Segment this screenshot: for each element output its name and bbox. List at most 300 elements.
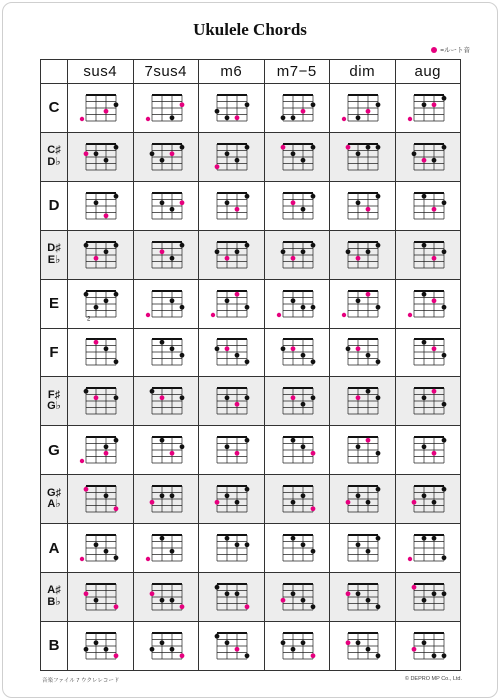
- finger-dot: [300, 158, 305, 163]
- chord-diagram: [79, 189, 121, 223]
- chord-row: [41, 84, 461, 133]
- finger-dot: [356, 298, 361, 303]
- finger-dot: [245, 487, 250, 492]
- chord-diagram: [145, 238, 187, 272]
- chord-cell: [68, 84, 134, 133]
- row-note: G: [48, 441, 60, 459]
- root-finger-dot: [149, 591, 154, 596]
- chord-cell: [68, 132, 134, 181]
- chord-cell: [264, 181, 330, 230]
- chord-cell: [68, 426, 134, 475]
- finger-dot: [346, 249, 351, 254]
- finger-dot: [356, 445, 361, 450]
- finger-dot: [421, 291, 426, 296]
- root-finger-dot: [245, 604, 250, 609]
- finger-dot: [441, 145, 446, 150]
- chord-cell: [264, 279, 330, 328]
- finger-dot: [245, 653, 250, 658]
- finger-dot: [346, 347, 351, 352]
- finger-dot: [310, 360, 315, 365]
- finger-dot: [94, 151, 99, 156]
- finger-dot: [366, 249, 371, 254]
- chord-diagram: [79, 482, 121, 516]
- chord-diagram: [407, 91, 449, 125]
- row-note-sharp: F♯: [47, 388, 61, 401]
- finger-dot: [114, 243, 119, 248]
- finger-dot: [245, 304, 250, 309]
- finger-dot: [114, 145, 119, 150]
- finger-dot: [225, 200, 230, 205]
- chord-row: [41, 621, 461, 670]
- finger-dot: [421, 598, 426, 603]
- finger-dot: [215, 347, 220, 352]
- finger-dot: [84, 647, 89, 652]
- finger-dot: [84, 291, 89, 296]
- finger-dot: [441, 402, 446, 407]
- root-finger-dot: [280, 145, 285, 150]
- root-finger-dot: [421, 158, 426, 163]
- root-finger-dot: [290, 256, 295, 261]
- chord-diagram: [79, 335, 121, 369]
- finger-dot: [159, 598, 164, 603]
- open-root-dot: [342, 312, 346, 316]
- chord-diagram: [276, 531, 318, 565]
- finger-dot: [290, 536, 295, 541]
- chord-cell: [395, 132, 461, 181]
- chord-cell: [330, 621, 396, 670]
- chord-diagram: [341, 433, 383, 467]
- root-finger-dot: [114, 653, 119, 658]
- chord-diagram: [276, 580, 318, 614]
- chord-cell: [330, 181, 396, 230]
- finger-dot: [290, 151, 295, 156]
- finger-dot: [366, 647, 371, 652]
- finger-dot: [376, 451, 381, 456]
- row-note-sharp: C♯: [47, 144, 61, 157]
- chord-diagram: [407, 580, 449, 614]
- finger-dot: [215, 249, 220, 254]
- finger-dot: [245, 396, 250, 401]
- finger-dot: [421, 640, 426, 645]
- root-finger-dot: [431, 256, 436, 261]
- finger-dot: [225, 445, 230, 450]
- chord-cell: [68, 621, 134, 670]
- row-header: [41, 181, 68, 230]
- chord-cell: [330, 426, 396, 475]
- finger-dot: [245, 102, 250, 107]
- finger-dot: [169, 207, 174, 212]
- finger-dot: [159, 340, 164, 345]
- finger-dot: [421, 445, 426, 450]
- chord-diagram: [341, 384, 383, 418]
- row-header: [41, 230, 68, 279]
- row-header: [41, 132, 68, 181]
- finger-dot: [84, 243, 89, 248]
- chord-cell: [199, 279, 265, 328]
- finger-dot: [376, 145, 381, 150]
- chord-cell: [264, 230, 330, 279]
- finger-dot: [356, 115, 361, 120]
- chord-diagram: [407, 384, 449, 418]
- chord-cell: [330, 84, 396, 133]
- finger-dot: [290, 647, 295, 652]
- finger-dot: [114, 360, 119, 365]
- chord-diagram: [276, 629, 318, 663]
- chord-cell: [264, 524, 330, 573]
- chord-row: [41, 377, 461, 426]
- finger-dot: [290, 500, 295, 505]
- root-finger-dot: [235, 291, 240, 296]
- chord-diagram: [407, 238, 449, 272]
- finger-dot: [300, 207, 305, 212]
- finger-dot: [421, 340, 426, 345]
- finger-dot: [421, 396, 426, 401]
- chord-diagram: [210, 335, 252, 369]
- chord-diagram: [407, 189, 449, 223]
- root-finger-dot: [159, 396, 164, 401]
- finger-dot: [225, 536, 230, 541]
- finger-dot: [356, 494, 361, 499]
- finger-dot: [169, 256, 174, 261]
- finger-dot: [245, 194, 250, 199]
- finger-dot: [376, 243, 381, 248]
- chord-diagram: [276, 384, 318, 418]
- root-finger-dot: [366, 207, 371, 212]
- finger-dot: [441, 249, 446, 254]
- chord-cell: [68, 524, 134, 573]
- chord-cell: [264, 573, 330, 622]
- chord-cell: [330, 524, 396, 573]
- root-finger-dot: [431, 102, 436, 107]
- chord-diagram: [210, 531, 252, 565]
- finger-dot: [421, 102, 426, 107]
- root-finger-dot: [346, 500, 351, 505]
- finger-dot: [159, 536, 164, 541]
- finger-dot: [300, 353, 305, 358]
- finger-dot: [235, 353, 240, 358]
- finger-dot: [366, 500, 371, 505]
- root-finger-dot: [346, 591, 351, 596]
- row-header: [41, 475, 68, 524]
- chord-cell: [395, 279, 461, 328]
- chord-cell: [133, 181, 199, 230]
- finger-dot: [235, 500, 240, 505]
- finger-dot: [300, 304, 305, 309]
- chord-cell: [133, 377, 199, 426]
- root-finger-dot: [179, 102, 184, 107]
- finger-dot: [411, 151, 416, 156]
- chord-row: [41, 475, 461, 524]
- finger-dot: [159, 494, 164, 499]
- chord-diagram: [276, 482, 318, 516]
- chord-diagram: [210, 384, 252, 418]
- root-finger-dot: [366, 438, 371, 443]
- finger-dot: [300, 542, 305, 547]
- chord-cell: [264, 328, 330, 377]
- finger-dot: [366, 598, 371, 603]
- open-root-dot: [211, 312, 215, 316]
- finger-dot: [441, 555, 446, 560]
- finger-dot: [366, 549, 371, 554]
- row-note-sharp: G♯: [46, 486, 62, 499]
- chord-cell: [133, 279, 199, 328]
- finger-dot: [94, 304, 99, 309]
- root-finger-dot: [94, 396, 99, 401]
- finger-dot: [179, 396, 184, 401]
- chord-diagram: [145, 189, 187, 223]
- chord-cell: [133, 84, 199, 133]
- root-finger-dot: [235, 115, 240, 120]
- chord-row: [41, 573, 461, 622]
- chord-cell: [264, 132, 330, 181]
- chord-cell: [68, 181, 134, 230]
- chord-diagram: [407, 335, 449, 369]
- finger-dot: [366, 145, 371, 150]
- chord-diagram: [79, 238, 121, 272]
- finger-dot: [300, 640, 305, 645]
- root-finger-dot: [114, 507, 119, 512]
- finger-dot: [245, 438, 250, 443]
- chord-cell: [395, 181, 461, 230]
- legend-label: =ルート音: [440, 47, 470, 54]
- finger-dot: [215, 109, 220, 114]
- chord-cell: [330, 328, 396, 377]
- finger-dot: [114, 396, 119, 401]
- root-dot-icon: [431, 47, 437, 53]
- chord-diagram: [341, 482, 383, 516]
- footer-copyright: © DEPRO MP Co., Ltd.: [404, 676, 462, 682]
- root-finger-dot: [215, 500, 220, 505]
- root-finger-dot: [114, 604, 119, 609]
- finger-dot: [280, 115, 285, 120]
- chord-diagram: [210, 238, 252, 272]
- finger-dot: [225, 494, 230, 499]
- chord-cell: [199, 621, 265, 670]
- finger-dot: [159, 158, 164, 163]
- column-header: sus4: [68, 60, 134, 84]
- root-finger-dot: [179, 604, 184, 609]
- root-finger-dot: [310, 451, 315, 456]
- root-finger-dot: [84, 151, 89, 156]
- chord-diagram: [210, 433, 252, 467]
- root-finger-dot: [310, 507, 315, 512]
- chord-diagram: [276, 287, 318, 321]
- open-root-dot: [80, 557, 84, 561]
- finger-dot: [366, 389, 371, 394]
- chord-cell: [68, 279, 134, 328]
- chord-diagram: [210, 91, 252, 125]
- chord-row: [41, 524, 461, 573]
- finger-dot: [104, 549, 109, 554]
- finger-dot: [310, 396, 315, 401]
- chord-diagram: [79, 287, 121, 321]
- root-finger-dot: [356, 396, 361, 401]
- chord-cell: [199, 230, 265, 279]
- chord-cell: [330, 475, 396, 524]
- chord-cell: [395, 230, 461, 279]
- finger-dot: [114, 194, 119, 199]
- finger-dot: [114, 555, 119, 560]
- row-note: F: [49, 343, 59, 361]
- chord-cell: [330, 132, 396, 181]
- open-root-dot: [408, 557, 412, 561]
- finger-dot: [441, 591, 446, 596]
- chord-diagram: [341, 629, 383, 663]
- chord-diagram: [341, 91, 383, 125]
- chord-cell: [133, 573, 199, 622]
- finger-dot: [104, 347, 109, 352]
- finger-dot: [441, 96, 446, 101]
- open-root-dot: [342, 117, 346, 121]
- finger-dot: [310, 145, 315, 150]
- chord-diagram: [145, 580, 187, 614]
- chord-diagram: [79, 91, 121, 125]
- finger-dot: [376, 360, 381, 365]
- finger-dot: [280, 249, 285, 254]
- row-header: [41, 573, 68, 622]
- chord-diagram: [341, 189, 383, 223]
- finger-dot: [310, 194, 315, 199]
- finger-dot: [431, 653, 436, 658]
- finger-dot: [290, 591, 295, 596]
- chord-diagram: [210, 629, 252, 663]
- corner-cell: [41, 60, 68, 84]
- row-header: [41, 524, 68, 573]
- chord-cell: [68, 475, 134, 524]
- root-finger-dot: [94, 256, 99, 261]
- finger-dot: [376, 604, 381, 609]
- row-header: [41, 377, 68, 426]
- finger-dot: [290, 438, 295, 443]
- root-finger-dot: [169, 451, 174, 456]
- finger-dot: [179, 145, 184, 150]
- root-finger-dot: [366, 109, 371, 114]
- row-note: B: [48, 637, 60, 655]
- root-finger-dot: [290, 347, 295, 352]
- chord-cell: [264, 84, 330, 133]
- chord-diagram: [79, 433, 121, 467]
- finger-dot: [245, 542, 250, 547]
- chord-row: [41, 426, 461, 475]
- chord-diagram: [407, 433, 449, 467]
- chord-cell: [133, 230, 199, 279]
- finger-dot: [225, 640, 230, 645]
- root-finger-dot: [225, 256, 230, 261]
- root-finger-dot: [179, 653, 184, 658]
- finger-dot: [114, 438, 119, 443]
- chord-diagram: [79, 629, 121, 663]
- chord-diagram: [79, 140, 121, 174]
- root-finger-dot: [235, 402, 240, 407]
- finger-dot: [441, 304, 446, 309]
- chord-cell: [133, 524, 199, 573]
- chord-cell: [68, 328, 134, 377]
- finger-dot: [159, 438, 164, 443]
- chord-diagram: [145, 140, 187, 174]
- finger-dot: [431, 500, 436, 505]
- chord-cell: [199, 524, 265, 573]
- finger-dot: [169, 298, 174, 303]
- column-header: 7sus4: [133, 60, 199, 84]
- chord-cell: [199, 426, 265, 475]
- chord-cell: [68, 377, 134, 426]
- row-note: A: [48, 539, 60, 557]
- chord-cell: [199, 132, 265, 181]
- finger-dot: [149, 389, 154, 394]
- root-finger-dot: [235, 647, 240, 652]
- finger-dot: [225, 298, 230, 303]
- chord-diagram: [145, 531, 187, 565]
- finger-dot: [376, 304, 381, 309]
- finger-dot: [94, 200, 99, 205]
- chord-cell: [199, 475, 265, 524]
- root-note-legend: [431, 45, 470, 54]
- row-header: [41, 328, 68, 377]
- chord-cell: [395, 377, 461, 426]
- chord-cell: [330, 230, 396, 279]
- finger-dot: [114, 291, 119, 296]
- finger-dot: [114, 102, 119, 107]
- finger-dot: [431, 158, 436, 163]
- footer-series: 音楽ファイル 7 ウクレレコード: [42, 678, 120, 684]
- finger-dot: [310, 549, 315, 554]
- finger-dot: [376, 102, 381, 107]
- finger-dot: [441, 353, 446, 358]
- finger-dot: [300, 249, 305, 254]
- root-finger-dot: [94, 340, 99, 345]
- finger-dot: [179, 445, 184, 450]
- finger-dot: [431, 591, 436, 596]
- root-finger-dot: [290, 200, 295, 205]
- finger-dot: [310, 102, 315, 107]
- finger-dot: [84, 389, 89, 394]
- root-finger-dot: [169, 151, 174, 156]
- chord-cell: [133, 328, 199, 377]
- finger-dot: [290, 298, 295, 303]
- root-finger-dot: [346, 145, 351, 150]
- finger-dot: [366, 353, 371, 358]
- finger-dot: [179, 243, 184, 248]
- row-note-flat: G♭: [47, 400, 61, 413]
- finger-dot: [169, 647, 174, 652]
- finger-dot: [104, 158, 109, 163]
- chord-diagram: [210, 580, 252, 614]
- finger-dot: [94, 542, 99, 547]
- finger-dot: [235, 249, 240, 254]
- finger-dot: [104, 298, 109, 303]
- finger-dot: [149, 647, 154, 652]
- finger-dot: [245, 243, 250, 248]
- finger-dot: [376, 194, 381, 199]
- finger-dot: [310, 243, 315, 248]
- column-header-row: [41, 60, 461, 84]
- finger-dot: [280, 347, 285, 352]
- finger-dot: [245, 145, 250, 150]
- finger-dot: [310, 604, 315, 609]
- chord-diagram: [341, 238, 383, 272]
- chord-diagram: [276, 238, 318, 272]
- column-header: aug: [395, 60, 461, 84]
- chord-diagram: [341, 287, 383, 321]
- finger-dot: [169, 115, 174, 120]
- chord-diagram: [276, 433, 318, 467]
- chord-diagram: [407, 531, 449, 565]
- finger-dot: [356, 151, 361, 156]
- chord-cell: [395, 621, 461, 670]
- chord-diagram: [145, 384, 187, 418]
- row-note-sharp: D♯: [47, 242, 61, 255]
- chord-cell: [199, 573, 265, 622]
